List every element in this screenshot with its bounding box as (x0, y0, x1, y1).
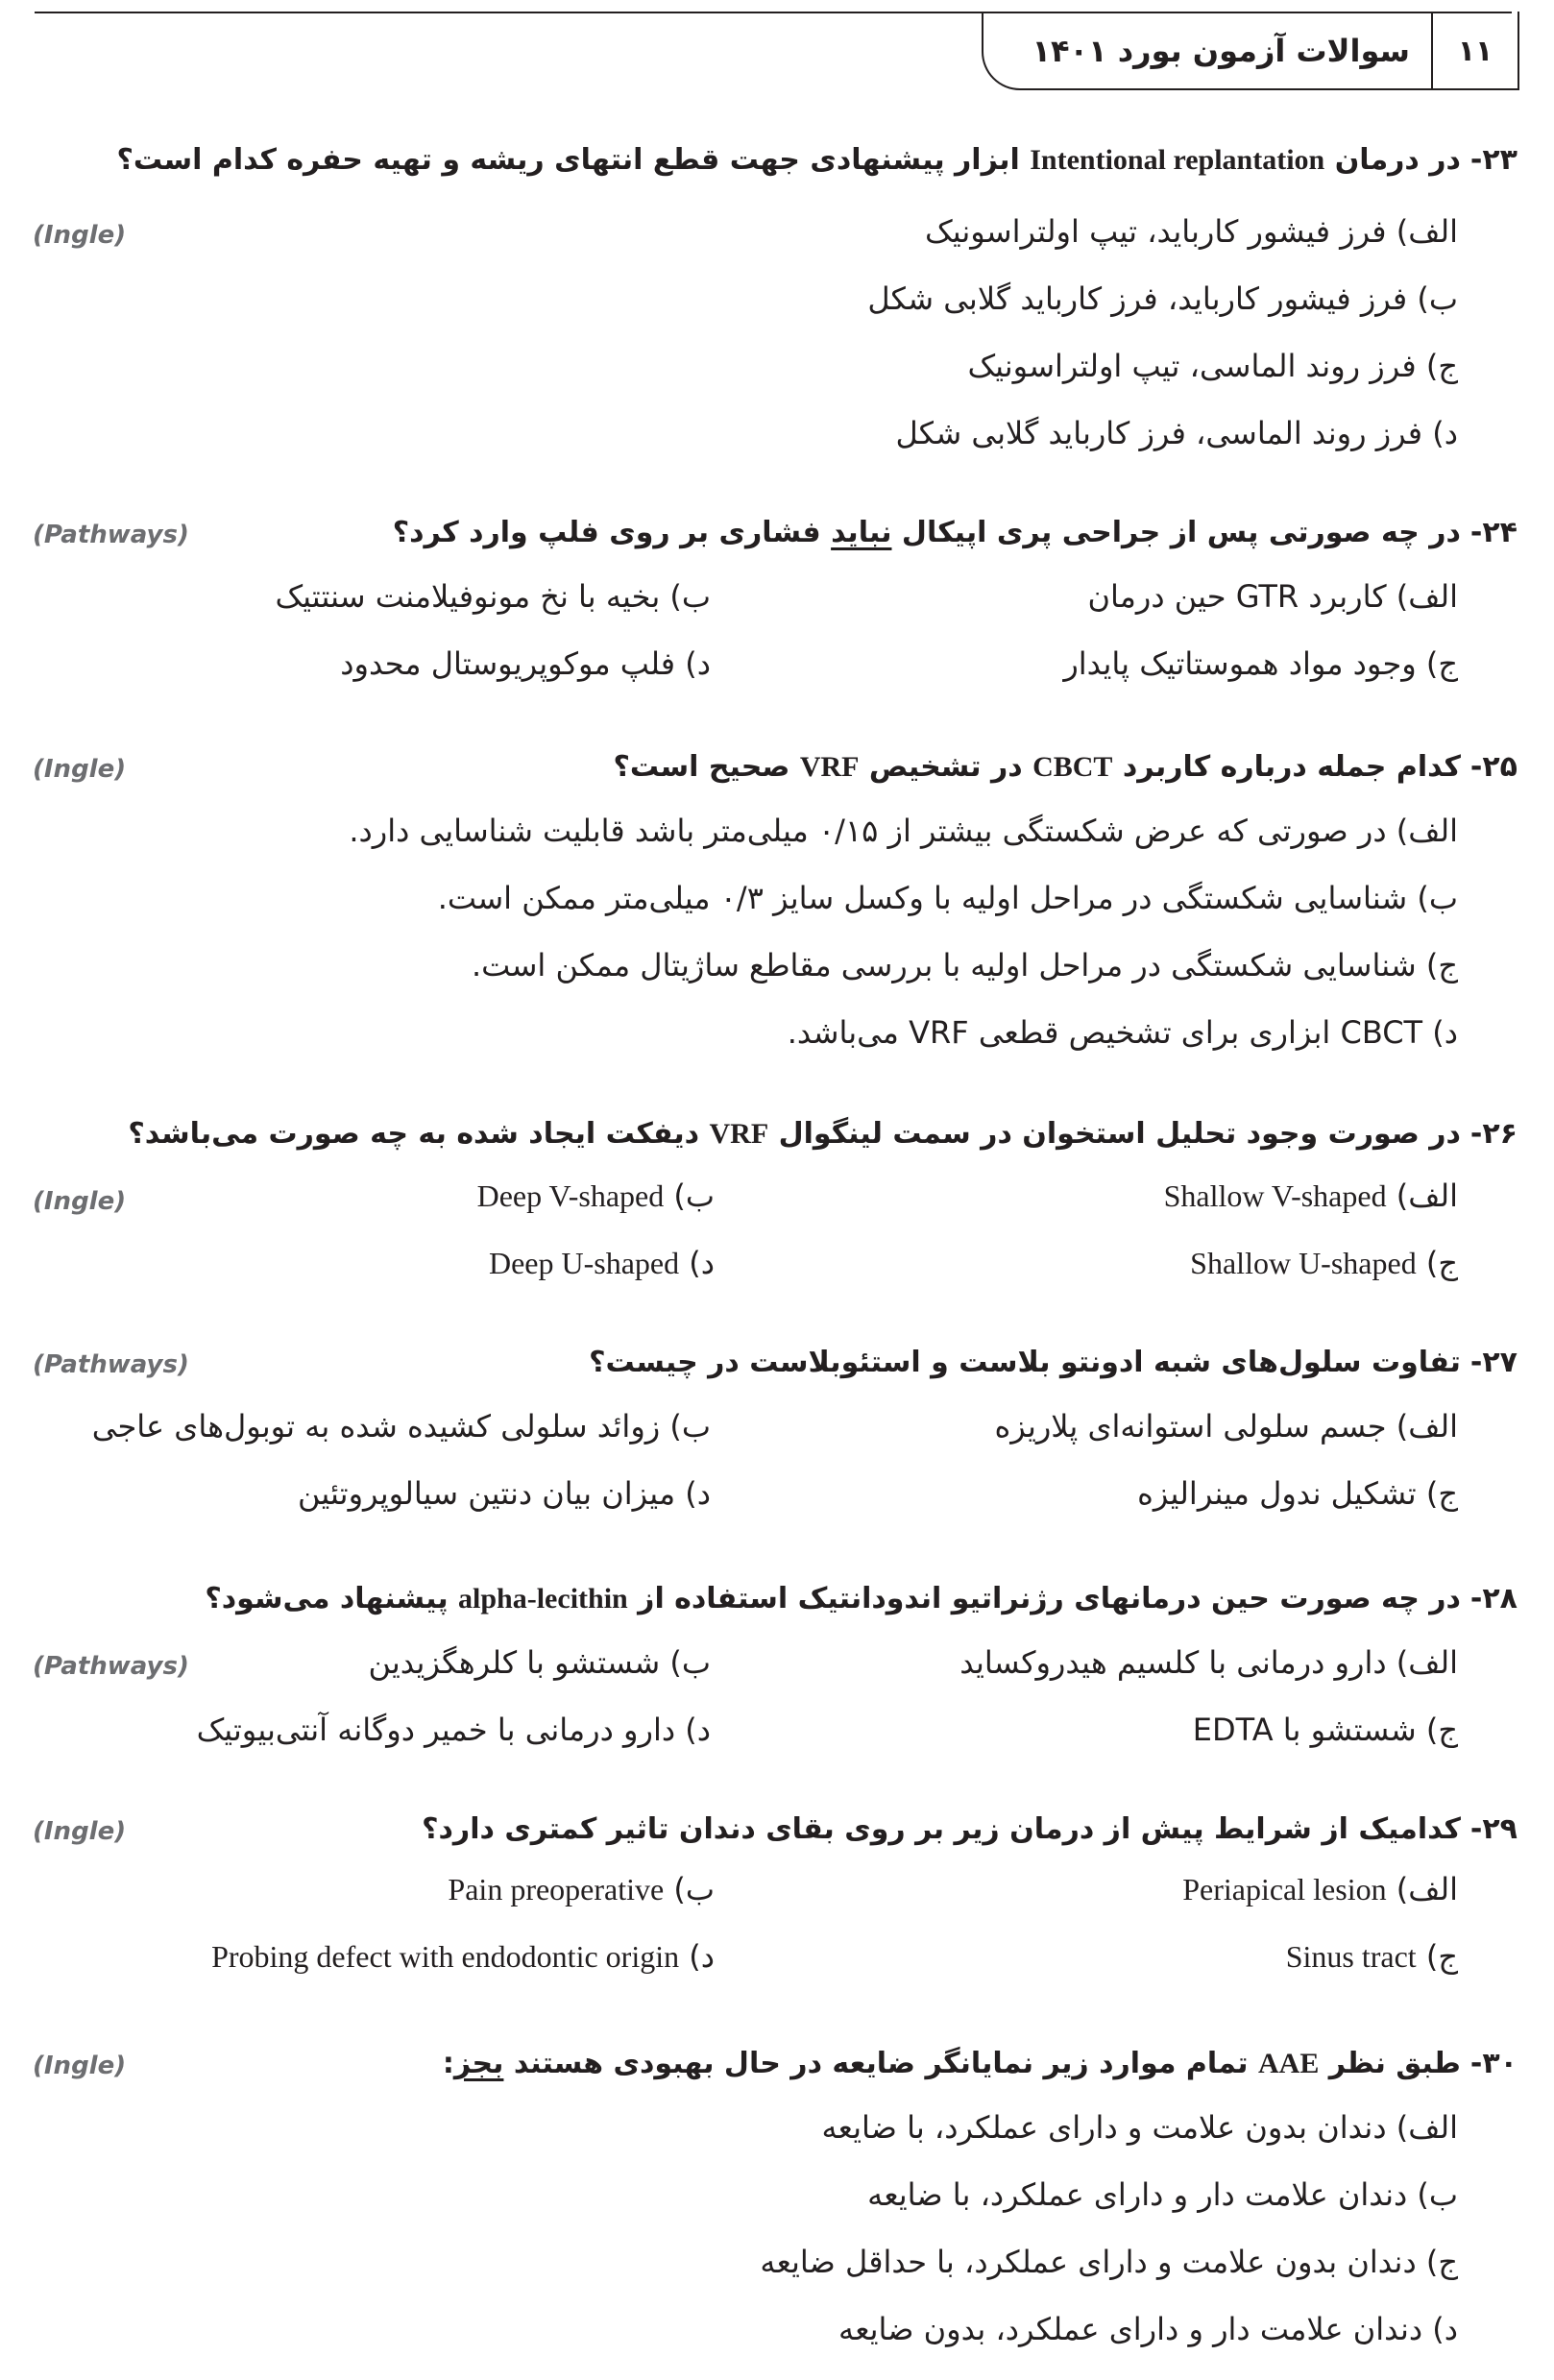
option-b (92, 1408, 711, 1445)
source-label: (Ingle) (33, 2052, 127, 2080)
title-text: کدام جمله درباره کاربرد (1112, 750, 1461, 784)
option-a (1182, 1871, 1458, 1907)
option-label: ج) (1425, 348, 1458, 384)
option-b (438, 880, 1458, 916)
source-label: (Ingle) (33, 221, 127, 250)
option-text: Deep U-shaped (488, 1246, 680, 1280)
option-label: ج) (1425, 1938, 1458, 1975)
option-d (340, 645, 711, 682)
option-text: فرز روند الماسی، فرز کارباید گلابی شکل (895, 415, 1423, 451)
option-b (477, 1178, 715, 1214)
option-a (925, 213, 1458, 250)
option-c (1063, 645, 1458, 682)
title-text: در چه صورت حین درمانهای رژنراتیو اندودانتیک استفاده از (627, 1582, 1461, 1615)
title-text: کدامیک از شرایط پیش از درمان زیر بر روی بقای دندان تاثیر کمتری دارد؟ (422, 1812, 1461, 1846)
option-c (1193, 1712, 1458, 1748)
option-text: فرز فیشور کارباید، تیپ اولتراسونیک (925, 213, 1387, 250)
option-label: ب) (669, 1644, 711, 1681)
option-label: د) (1432, 1014, 1458, 1051)
option-label: الف) (1396, 813, 1458, 849)
title-text: ابزار پیشنهادی جهت قطع انتهای ریشه و تهیه حفره کدام است؟ (116, 143, 1031, 177)
option-text: در صورتی که عرض شکستگی بیشتر از ۰/۱۵ میلی‌متر باشد قابلیت شناسایی دارد. (349, 813, 1387, 849)
option-label: د) (689, 1245, 715, 1281)
option-b (867, 280, 1458, 317)
option-b (867, 2176, 1458, 2213)
option-label: ب) (669, 1408, 711, 1445)
option-text: شستشو با کلرهگزیدین (368, 1644, 661, 1681)
question-number: ۳۰- (1469, 2047, 1518, 2080)
source-label: (Ingle) (33, 755, 127, 784)
option-b (275, 578, 711, 615)
title-emphasis: نباید (831, 516, 892, 549)
question-number: ۲۵- (1469, 750, 1518, 784)
title-text: پیشنهاد می‌شود؟ (205, 1582, 459, 1615)
question-23 (33, 142, 1518, 451)
question-title (33, 2046, 1518, 2082)
question-title (33, 515, 1518, 551)
title-text: دیفکت ایجاد شده به چه صورت می‌باشد؟ (128, 1117, 710, 1151)
question-number: ۲۷- (1469, 1346, 1518, 1379)
option-d (298, 1475, 711, 1512)
page-number: ۱۱ (1457, 34, 1493, 68)
question-26 (33, 1116, 1518, 1281)
question-title (33, 1811, 1518, 1848)
option-text: تشکیل ندول مینرالیزه (1137, 1475, 1417, 1512)
title-text: در چه صورتی پس از جراحی پری اپیکال (891, 516, 1461, 549)
option-d (211, 1938, 715, 1975)
option-label: ج) (1425, 2244, 1458, 2280)
title-text: صحیح است؟ (613, 750, 800, 784)
option-text: Shallow U-shaped (1190, 1246, 1417, 1280)
option-text: شناسایی شکستگی در مراحل اولیه با بررسی مقاطع ساژیتال ممکن است. (471, 947, 1417, 984)
option-d (197, 1712, 711, 1748)
option-label: ج) (1425, 1712, 1458, 1748)
option-text: دندان علامت دار و دارای عملکرد، بدون ضایعه (838, 2311, 1423, 2347)
option-label: ب) (1417, 280, 1458, 317)
option-text: Deep V-shaped (476, 1178, 665, 1213)
option-d (788, 1014, 1458, 1051)
question-30 (33, 2046, 1518, 2347)
option-c (1286, 1938, 1458, 1975)
option-c (472, 947, 1458, 984)
option-d (838, 2311, 1458, 2347)
question-25 (33, 749, 1518, 1051)
title-term: Intentional replantation (1030, 144, 1325, 176)
source-label: (Pathways) (33, 521, 189, 549)
option-a (959, 1644, 1458, 1681)
option-label: ج) (1425, 1475, 1458, 1512)
question-number: ۲۴- (1469, 516, 1518, 549)
source-label: (Ingle) (33, 1817, 127, 1846)
title-term: VRF (799, 751, 860, 783)
option-label: الف) (1396, 1178, 1458, 1214)
title-term: CBCT (1032, 751, 1113, 783)
title-term: alpha-lecithin (458, 1583, 628, 1615)
option-c (967, 348, 1458, 384)
question-29 (33, 1811, 1518, 1975)
option-c (760, 2244, 1458, 2280)
title-text: در تشخیص (859, 750, 1033, 784)
option-text: دندان بدون علامت و دارای عملکرد، با ضایعه (821, 2109, 1387, 2146)
option-text: دارو درمانی با کلسیم هیدروکساید (959, 1644, 1387, 1681)
question-number: ۲۹- (1469, 1812, 1518, 1846)
option-text: فرز روند الماسی، تیپ اولتراسونیک (967, 348, 1417, 384)
title-text: در صورت وجود تحلیل استخوان در سمت لینگوال (768, 1117, 1461, 1151)
question-28 (33, 1581, 1518, 1748)
question-title (33, 142, 1518, 179)
title-text: تفاوت سلول‌های شبه ادونتو بلاست و استئوبلاست در چیست؟ (589, 1346, 1461, 1379)
option-text: شستشو با EDTA (1192, 1712, 1417, 1748)
option-a (821, 2109, 1458, 2146)
option-text: فرز فیشور کارباید، فرز کارباید گلابی شکل (867, 280, 1408, 317)
option-label: الف) (1396, 1644, 1458, 1681)
option-text: وجود مواد هموستاتیک پایدار (1063, 645, 1417, 682)
option-label: د) (685, 645, 711, 682)
option-label: ب) (673, 1178, 715, 1214)
option-a (1087, 578, 1458, 615)
question-number: ۲۸- (1469, 1582, 1518, 1615)
option-label: د) (685, 1475, 711, 1512)
option-text: Periapical lesion (1182, 1872, 1387, 1906)
option-text: شناسایی شکستگی در مراحل اولیه با وکسل سایز ۰/۳ میلی‌متر ممکن است. (437, 880, 1408, 916)
option-text: Pain preoperative (448, 1872, 665, 1906)
option-text: Probing defect with endodontic origin (211, 1939, 680, 1974)
option-c (1137, 1475, 1458, 1512)
question-title (33, 1345, 1518, 1381)
title-text: در درمان (1324, 143, 1461, 177)
title-text: طبق نظر (1319, 2047, 1461, 2080)
option-label: ب) (1417, 2176, 1458, 2213)
option-b (448, 1871, 715, 1907)
option-text: دارو درمانی با خمیر دوگانه آنتی‌بیوتیک (196, 1712, 676, 1748)
option-label: الف) (1396, 213, 1458, 250)
option-label: د) (689, 1938, 715, 1975)
question-number: ۲۳- (1469, 143, 1518, 177)
option-text: بخیه با نخ مونوفیلامنت سنتتیک (275, 578, 661, 615)
question-24 (33, 515, 1518, 682)
option-text: میزان بیان دنتین سیالوپروتئین (298, 1475, 676, 1512)
option-label: ج) (1425, 645, 1458, 682)
option-label: الف) (1396, 1408, 1458, 1445)
question-title (33, 1581, 1518, 1617)
title-text: فشاری بر روی فلپ وارد کرد؟ (392, 516, 832, 549)
title-term: AAE (1257, 2048, 1320, 2079)
option-a (349, 813, 1458, 849)
source-label: (Ingle) (33, 1187, 127, 1216)
option-label: الف) (1396, 1871, 1458, 1907)
option-c (1190, 1245, 1458, 1281)
source-label: (Pathways) (33, 1350, 189, 1379)
option-text: کاربرد GTR حین درمان (1087, 578, 1387, 615)
option-text: CBCT ابزاری برای تشخیص قطعی VRF می‌باشد. (787, 1014, 1423, 1051)
option-label: د) (685, 1712, 711, 1748)
title-text: : (442, 2047, 454, 2080)
option-text: Shallow V-shaped (1163, 1178, 1387, 1213)
title-emphasis: بجز (453, 2047, 504, 2080)
title-text: تمام موارد زیر نمایانگر ضایعه در حال بهبودی هستند (503, 2047, 1258, 2080)
option-label: ب) (1417, 880, 1458, 916)
option-label: د) (1432, 415, 1458, 451)
option-label: د) (1432, 2311, 1458, 2347)
option-text: دندان علامت دار و دارای عملکرد، با ضایعه (867, 2176, 1408, 2213)
question-number: ۲۶- (1469, 1117, 1518, 1151)
option-text: Sinus tract (1285, 1939, 1417, 1974)
option-a (995, 1408, 1458, 1445)
option-label: ب) (669, 578, 711, 615)
option-d (489, 1245, 715, 1281)
page-title: سوالات آزمون بورد ۱۴۰۱ (1032, 33, 1410, 69)
title-term: VRF (709, 1118, 769, 1150)
question-title (33, 1116, 1518, 1153)
option-b (368, 1644, 711, 1681)
option-d (896, 415, 1458, 451)
option-label: ج) (1425, 1245, 1458, 1281)
option-label: الف) (1396, 578, 1458, 615)
option-text: فلپ موکوپریوستال محدود (340, 645, 676, 682)
option-text: دندان بدون علامت و دارای عملکرد، با حداقل ضایعه (760, 2244, 1417, 2280)
option-label: الف) (1396, 2109, 1458, 2146)
option-label: ج) (1425, 947, 1458, 984)
question-27 (33, 1345, 1518, 1512)
option-a (1164, 1178, 1458, 1214)
option-text: جسم سلولی استوانه‌ای پلاریزه (994, 1408, 1387, 1445)
option-text: زوائد سلولی کشیده شده به توبول‌های عاجی (91, 1408, 661, 1445)
question-title (33, 749, 1518, 786)
option-label: ب) (673, 1871, 715, 1907)
source-label: (Pathways) (33, 1652, 189, 1681)
